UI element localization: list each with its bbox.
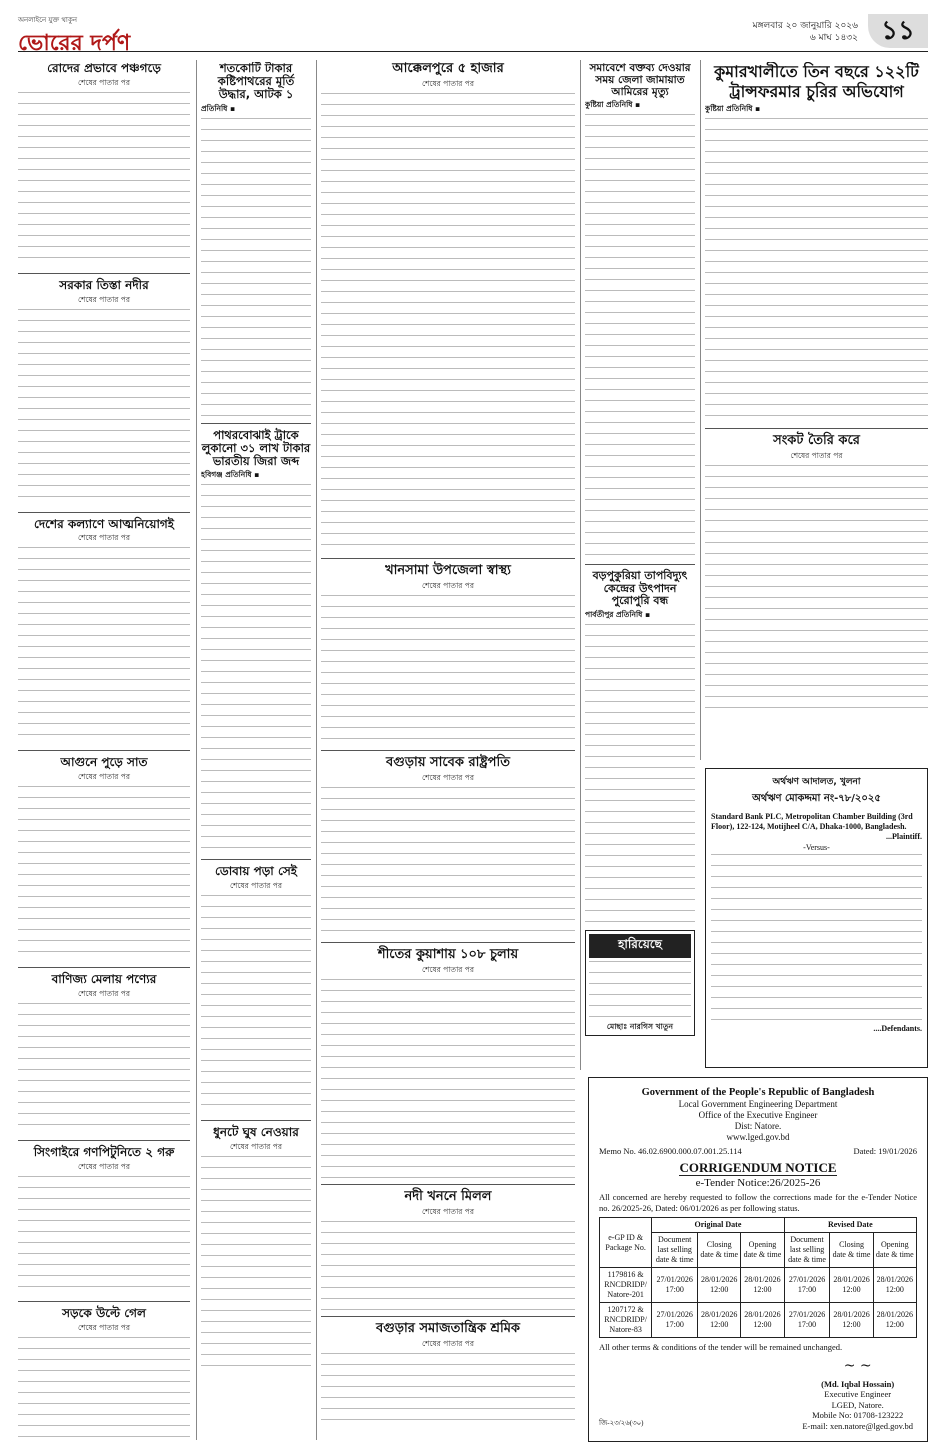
tender-dist: Dist: Natore. bbox=[734, 1121, 782, 1131]
headline[interactable]: বগুড়ায় সাবেক রাষ্ট্রপতি bbox=[386, 754, 510, 770]
continued-label: শেষের পাতার পর bbox=[422, 78, 474, 88]
article-body bbox=[18, 1337, 190, 1442]
date-gregorian: মঙ্গলবার ২০ জানুয়ারি ২০২৬ bbox=[752, 21, 858, 31]
col-header-opening: Opening date & time bbox=[741, 1233, 784, 1268]
continued-label: শেষের পাতার পর bbox=[790, 450, 843, 460]
col-header-opening: Opening date & time bbox=[873, 1233, 916, 1268]
page-number: ১১ bbox=[868, 14, 928, 48]
continued-label: শেষের পাতার পর bbox=[78, 988, 130, 998]
article-body bbox=[321, 595, 575, 745]
continued-label: শেষের পাতার পর bbox=[422, 580, 474, 590]
headline[interactable]: আক্কেলপুরে ৫ হাজার bbox=[392, 62, 504, 76]
article-body bbox=[18, 92, 190, 268]
defendants-label: ....Defendants. bbox=[873, 1024, 922, 1033]
headline[interactable]: রোদের প্রভাবে পঞ্চগড়ে bbox=[47, 62, 161, 75]
cell: 28/01/2026 12:00 bbox=[873, 1268, 916, 1303]
plaintiff: Standard Bank PLC, Metropolitan Chamber Building (3rd Floor), 122-124, Motijheel C/A, Dhaka-1000, Bangladesh. bbox=[711, 812, 913, 831]
tender-footer: All other terms & conditions of the tender will be remained unchanged. bbox=[599, 1342, 843, 1352]
column-4 bbox=[585, 62, 695, 1072]
col-header-package: e-GP ID & Package No. bbox=[600, 1218, 652, 1268]
defendants-list bbox=[711, 854, 922, 1024]
tender-intro: All concerned are hereby requested to follow the corrections made for the e-Tender Notice no. 26/2025-26, Dated: 06/01/2026 as per following status. bbox=[599, 1192, 917, 1213]
cell: 28/01/2026 12:00 bbox=[741, 1268, 784, 1303]
headline[interactable]: সমাবেশে বক্তব্য দেওয়ার সময় জেলা জামায়াত আমিরের মৃত্যু bbox=[589, 62, 691, 99]
cell: 28/01/2026 12:00 bbox=[873, 1303, 916, 1338]
headline[interactable]: ডোবায় পড়া সেই bbox=[215, 864, 297, 879]
lost-notice-signer: মোছাঃ নারগিস খাতুন bbox=[606, 1022, 674, 1032]
column-divider bbox=[580, 60, 581, 1070]
column-1 bbox=[18, 62, 190, 1442]
headline[interactable]: সিংগাইরে গণপিটুনিতে ২ গরু bbox=[33, 1144, 175, 1159]
headline[interactable]: দেশের কল্যাণে আত্মনিয়োগই bbox=[33, 516, 175, 531]
cell-package: 1207172 & RNCDRIDP/ Natore-83 bbox=[600, 1303, 652, 1338]
col-header-doc: Document last selling date & time bbox=[652, 1233, 698, 1268]
cell: 28/01/2026 12:00 bbox=[741, 1303, 784, 1338]
case-number: অর্থঋণ মোকদ্দমা নং-৭৮/২০২৫ bbox=[752, 793, 881, 804]
headline[interactable]: সড়কে উল্টে গেল bbox=[62, 1305, 146, 1320]
tender-notice bbox=[588, 1077, 928, 1442]
headline[interactable]: বড়পুকুরিয়া তাপবিদ্যুৎ কেন্দ্রের উৎপাদন পুরোপুরি বন্ধ bbox=[592, 569, 688, 608]
tender-title: CORRIGENDUM NOTICE bbox=[679, 1160, 837, 1175]
cell: 27/01/2026 17:00 bbox=[784, 1303, 830, 1338]
article-body bbox=[18, 1176, 190, 1296]
tender-gov: Government of the People's Republic of Bangladesh bbox=[641, 1087, 875, 1098]
col-header-original: Original Date bbox=[652, 1218, 784, 1233]
tender-signer: (Md. Iqbal Hossain) bbox=[821, 1378, 895, 1389]
tender-email[interactable]: E-mail: xen.natore@lged.gov.bd bbox=[802, 1420, 913, 1431]
column-divider bbox=[316, 60, 317, 1440]
cell: 27/01/2026 17:00 bbox=[652, 1268, 698, 1303]
tender-date: Dated: 19/01/2026 bbox=[853, 1146, 917, 1156]
tender-website[interactable]: www.lged.gov.bd bbox=[726, 1132, 790, 1142]
article-body bbox=[321, 1353, 575, 1423]
article-body bbox=[201, 484, 311, 854]
continued-label: শেষের পাতার পর bbox=[422, 964, 474, 974]
article-body bbox=[705, 118, 928, 423]
cell: 27/01/2026 17:00 bbox=[784, 1268, 830, 1303]
headline[interactable]: শতকোটি টাকার কষ্টিপাথরের মূর্তি উদ্ধার, আটক ১ bbox=[217, 62, 295, 102]
press-code: জি-২৩/২৬(৩০) bbox=[599, 1419, 644, 1427]
cell-package: 1179816 & RNCDRIDP/ Natore-201 bbox=[600, 1268, 652, 1303]
continued-label: শেষের পাতার পর bbox=[78, 1322, 130, 1332]
masthead bbox=[18, 14, 928, 56]
headline[interactable]: খানসামা উপজেলা স্বাস্থ্য bbox=[385, 562, 511, 578]
column-2 bbox=[201, 62, 311, 1442]
court-heading: অর্থঋণ আদালত, খুলনা bbox=[772, 777, 861, 787]
continued-label: শেষের পাতার পর bbox=[422, 1206, 474, 1216]
logo-text: ভোরের দর্পণ bbox=[18, 31, 131, 56]
newspaper-logo[interactable] bbox=[18, 14, 130, 63]
tender-signature-block bbox=[802, 1357, 913, 1432]
tender-office: Office of the Executive Engineer bbox=[698, 1110, 818, 1120]
continued-label: শেষের পাতার পর bbox=[78, 772, 130, 782]
article-body bbox=[201, 118, 311, 418]
article-body bbox=[18, 547, 190, 745]
article-body bbox=[321, 787, 575, 937]
headline[interactable]: আগুনে পুড়ে সাত bbox=[60, 755, 148, 770]
lost-notice-title: হারিয়েছে bbox=[589, 934, 691, 958]
column-divider bbox=[700, 60, 701, 760]
tender-role: Executive Engineer bbox=[824, 1389, 892, 1399]
article-body bbox=[585, 114, 695, 559]
byline: প্রতিনিধি ▪ bbox=[201, 103, 236, 113]
headline[interactable]: ধুনটে ঘুষ নেওয়ার bbox=[213, 1125, 299, 1140]
table-row bbox=[600, 1303, 917, 1338]
continued-label: শেষের পাতার পর bbox=[78, 1161, 130, 1171]
tender-subtitle: e-Tender Notice:26/2025-26 bbox=[695, 1177, 821, 1189]
article-body bbox=[201, 1156, 311, 1366]
tagline: অনলাইনে যুক্ত থাকুন bbox=[18, 16, 78, 24]
tender-dept: Local Government Engineering Department bbox=[678, 1099, 838, 1109]
headline[interactable]: বাণিজ্য মেলায় পণ্যের bbox=[51, 972, 157, 987]
dateline bbox=[753, 20, 858, 44]
continued-label: শেষের পাতার পর bbox=[78, 294, 130, 304]
column-5 bbox=[705, 62, 928, 762]
versus-label: -Versus- bbox=[803, 843, 830, 852]
article-body bbox=[201, 895, 311, 1115]
continued-label: শেষের পাতার পর bbox=[230, 1141, 282, 1151]
continued-label: শেষের পাতার পর bbox=[230, 881, 282, 891]
cell: 28/01/2026 12:00 bbox=[830, 1303, 873, 1338]
article-body bbox=[321, 1221, 575, 1311]
tender-table bbox=[599, 1217, 917, 1338]
article-body bbox=[321, 93, 575, 553]
byline: হবিগঞ্জ প্রতিনিধি ▪ bbox=[201, 470, 260, 480]
date-bengali: ৬ মাঘ ১৪৩২ bbox=[809, 33, 858, 43]
col-header-revised: Revised Date bbox=[784, 1218, 916, 1233]
cell: 28/01/2026 12:00 bbox=[698, 1303, 741, 1338]
continued-label: শেষের পাতার পর bbox=[78, 533, 130, 543]
col-header-doc: Document last selling date & time bbox=[784, 1233, 830, 1268]
headline[interactable]: সরকার তিস্তা নদীর bbox=[59, 277, 149, 292]
plaintiff-label: ...Plaintiff. bbox=[886, 832, 922, 841]
headline[interactable]: শীতের কুয়াশায় ১০৮ চুলায় bbox=[377, 946, 519, 962]
article-body bbox=[18, 1003, 190, 1135]
column-divider bbox=[196, 60, 197, 1440]
headline[interactable]: সংকট তৈরি করে bbox=[773, 433, 860, 448]
article-body bbox=[18, 786, 190, 962]
byline: কুষ্টিয়া প্রতিনিধি ▪ bbox=[585, 100, 641, 110]
col-header-closing: Closing date & time bbox=[830, 1233, 873, 1268]
signature: ~ ~ bbox=[843, 1357, 872, 1374]
continued-label: শেষের পাতার পর bbox=[422, 1338, 474, 1348]
continued-label: শেষের পাতার পর bbox=[422, 772, 474, 782]
cell: 28/01/2026 12:00 bbox=[830, 1268, 873, 1303]
byline: কুষ্টিয়া প্রতিনিধি ▪ bbox=[705, 104, 761, 113]
article-body bbox=[585, 624, 695, 924]
continued-label: শেষের পাতার পর bbox=[78, 77, 130, 87]
tender-mobile: Mobile No: 01708-123222 bbox=[812, 1410, 904, 1420]
byline: পার্বতীপুর প্রতিনিধি ▪ bbox=[585, 610, 651, 620]
article-body bbox=[18, 309, 190, 507]
lead-headline[interactable]: কুমারখালীতে তিন বছরে ১২২টি ট্রান্সফরমার চুরির অভিযোগ bbox=[714, 62, 919, 101]
col-header-closing: Closing date & time bbox=[698, 1233, 741, 1268]
column-3 bbox=[321, 62, 575, 1442]
table-row bbox=[600, 1268, 917, 1303]
court-notice bbox=[705, 768, 928, 1068]
cell: 28/01/2026 12:00 bbox=[698, 1268, 741, 1303]
headline[interactable]: নদী খননে মিলল bbox=[404, 1188, 492, 1204]
cell: 27/01/2026 17:00 bbox=[652, 1303, 698, 1338]
headline[interactable]: পাথরবোঝাই ট্রাকে লুকানো ৩১ লাখ টাকার ভারতীয় জিরা জব্দ bbox=[201, 427, 311, 469]
article-body bbox=[705, 465, 928, 715]
tender-memo: Memo No. 46.02.6900.000.07.001.25.114 bbox=[599, 1146, 742, 1156]
headline[interactable]: বগুড়ার সমাজতান্ত্রিক শ্রমিক bbox=[375, 1320, 521, 1336]
article-body bbox=[321, 979, 575, 1179]
lost-notice bbox=[585, 930, 695, 1036]
tender-org: LGED, Natore. bbox=[831, 1399, 884, 1410]
lost-notice-body bbox=[589, 961, 691, 1021]
